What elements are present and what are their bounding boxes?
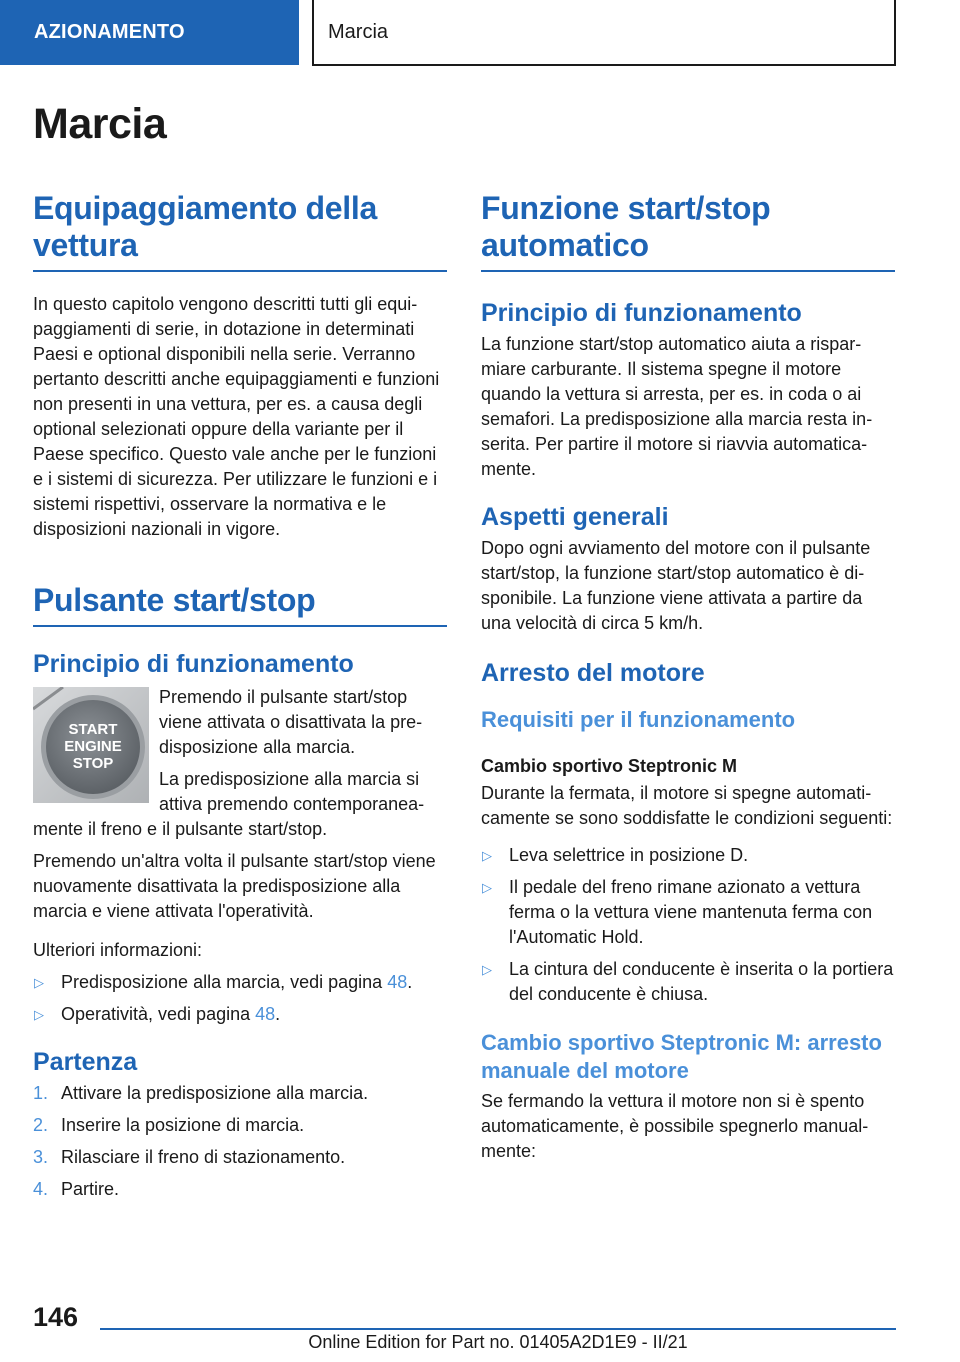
section-title-start-stop-button: Pulsante start/stop (33, 582, 447, 627)
subsection-principle-auto: Principio di funzionamento (481, 299, 802, 327)
list-item (33, 1145, 447, 1170)
step-text: Rilasciare il freno di stazionamento. (61, 1147, 346, 1167)
subsection-engine-stop: Arresto del motore (481, 659, 705, 687)
chapter-title: Marcia (33, 100, 167, 148)
step-text: Inserire la posizione di marcia. (61, 1115, 305, 1135)
page-link[interactable]: 48 (255, 1004, 276, 1024)
steps-list (33, 1081, 447, 1202)
button-description (33, 685, 447, 842)
start-engine-stop-button-icon (33, 687, 149, 803)
button-text-1: Premendo il pulsante start/stop viene attivata o disattivata la predisposizione alla marcia. (159, 687, 423, 757)
manual-stop-text: Se fermando la vettura il motore non si è spento automaticamente, è possibile spegnerlo manualmente: (481, 1091, 869, 1161)
list-item (481, 957, 895, 1007)
triangle-bullet-icon: ▷ (482, 962, 492, 977)
edition-text: Online Edition for Part no. 01405A2D1E9 - II/21 (308, 1332, 688, 1352)
list-item (33, 1177, 447, 1202)
list-item (481, 843, 895, 868)
equipment-text: In questo capitolo vengono descritti tutti gli equipaggiamenti di serie, in dotazione in determinati Paesi e optional disponibili nella serie. Verranno pertanto descritti anche equipaggiamenti e funzioni non presenti in una vettura, per es. a causa degli optional selezionati oppure della variante per il Paese specifico. Questo vale anche per le funzioni e i sistemi di sicurezza. Per utilizzare le funzioni e i sistemi rispettivi, osservare la normativa e le disposizioni nazionali in vigore. (33, 294, 440, 539)
list-item (33, 1002, 447, 1027)
subsection-requirements: Requisiti per il funzionamento (481, 707, 796, 732)
condition-text: Leva selettrice in posizione D. (509, 845, 749, 865)
section-title-equipment: Equipaggiamento della vettura (33, 190, 447, 272)
button-text-2: La predisposizione alla marcia si attiva premendo contemporaneamente il freno e il pulsante start/stop. (33, 769, 425, 839)
reference-end: . (275, 1004, 281, 1024)
triangle-bullet-icon: ▷ (34, 1007, 44, 1022)
reference-text: Operatività, vedi pagina (61, 1004, 256, 1024)
subsection-departure: Partenza (33, 1048, 138, 1076)
gearbox-heading: Cambio sportivo Steptronic M (481, 756, 738, 776)
step-number: 4. (33, 1179, 49, 1199)
triangle-bullet-icon: ▷ (482, 880, 492, 895)
button-text-engine: ENGINE (64, 738, 122, 755)
button-text-stop: STOP (72, 755, 114, 772)
topic-header (312, 0, 896, 66)
subsection-general: Aspetti generali (481, 503, 669, 531)
list-item (33, 970, 447, 995)
triangle-bullet-icon: ▷ (482, 848, 492, 863)
section-title-auto-start-stop: Funzione start/stop automatico (481, 190, 895, 272)
right-column (481, 190, 895, 1164)
list-item (33, 1081, 447, 1106)
general-text: Dopo ogni avviamento del motore con il pulsante start/stop, la funzione start/stop automatico è disponibile. La funzione viene attivata a partire da una velocità di circa 5 km/h. (481, 538, 871, 633)
condition-text: Il pedale del freno rimane azionato a vettura ferma o la vettura viene mantenuta ferma con l'Automatic Hold. (509, 877, 873, 947)
step-number: 3. (33, 1147, 49, 1167)
condition-text: La cintura del conducente è inserita o la portiera del conducente è chiusa. (509, 959, 894, 1004)
further-info-label: Ulteriori informazioni: (33, 940, 203, 960)
conditions-list (481, 843, 895, 1007)
step-number: 1. (33, 1083, 49, 1103)
section-label: AZIONAMENTO (34, 21, 185, 43)
list-item (481, 875, 895, 950)
left-column (33, 190, 447, 1202)
reference-text: Predisposizione alla marcia, vedi pagina (61, 972, 388, 992)
step-text: Partire. (61, 1179, 120, 1199)
page-number: 146 (33, 1302, 79, 1332)
topic-label: Marcia (328, 20, 389, 43)
step-text: Attivare la predisposizione alla marcia. (61, 1083, 369, 1103)
button-text-start: START (68, 721, 118, 738)
list-item (33, 1113, 447, 1138)
principle-text: La funzione start/stop automatico aiuta a risparmiare carburante. Il sistema spegne il motore quando la vettura si arresta, per es. in coda o ai semafori. La predisposizione alla marcia resta inserita. Per partire il motore si riavvia automaticamente. (481, 334, 873, 479)
reference-list (33, 970, 447, 1027)
reference-end: . (407, 972, 413, 992)
footer-divider (100, 1328, 896, 1330)
page-link[interactable]: 48 (387, 972, 408, 992)
triangle-bullet-icon: ▷ (34, 975, 44, 990)
subsection-principle: Principio di funzionamento (33, 650, 354, 678)
start-stop-button-image (33, 687, 149, 803)
section-tab (0, 0, 299, 65)
button-text-3: Premendo un'altra volta il pulsante start/stop viene nuovamente disattivata la predisposizione alla marcia e viene attivata l'operatività. (33, 851, 436, 921)
subsection-manual-stop: Cambio sportivo Steptronic M: arresto manuale del motore (481, 1030, 882, 1083)
step-number: 2. (33, 1115, 49, 1135)
requirements-text: Durante la fermata, il motore si spegne automaticamente se sono soddisfatte le condizioni seguenti: (481, 783, 893, 828)
